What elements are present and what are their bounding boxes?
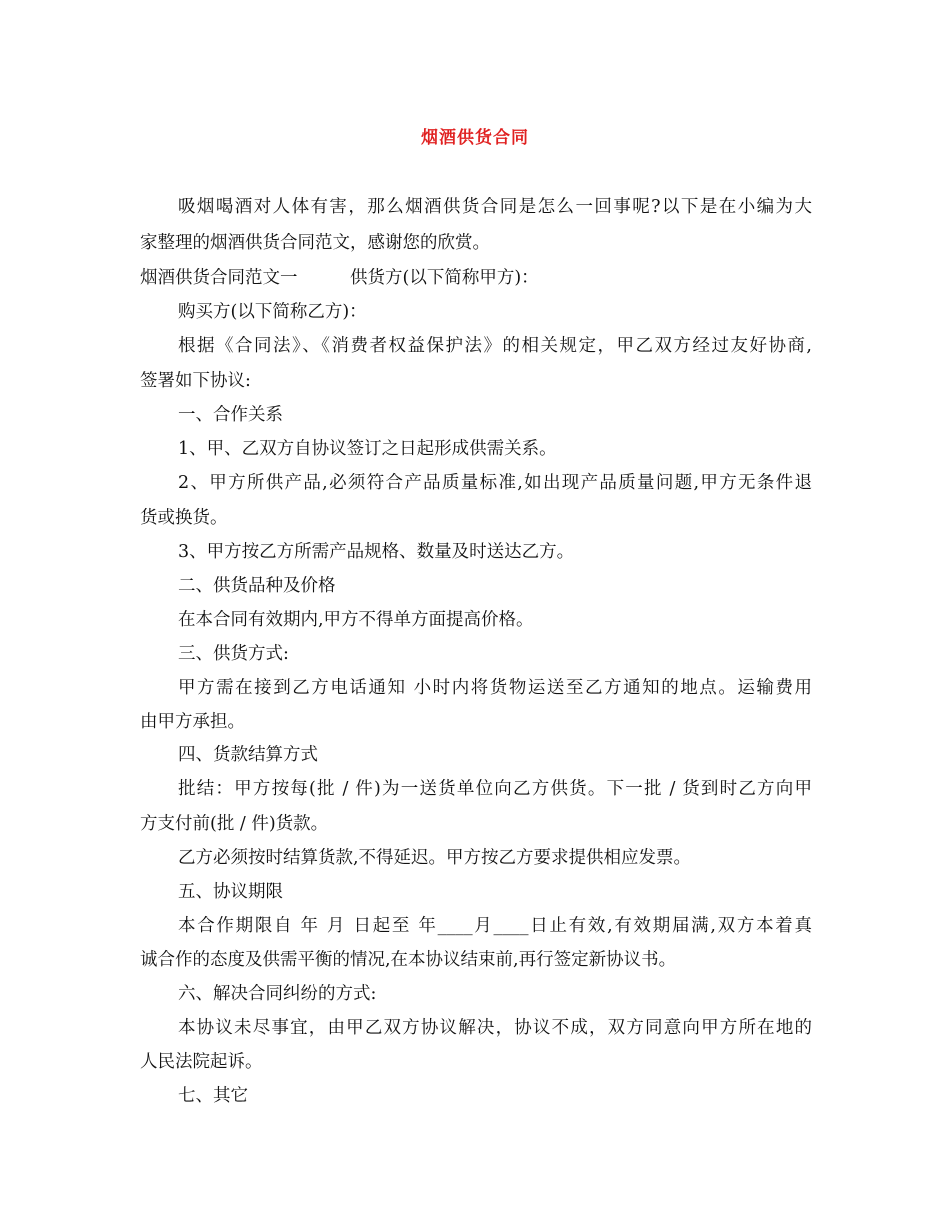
paragraph-line: 诚合作的态度及供需平衡的情况,在本协议结束前,再行签定新协议书。 xyxy=(140,950,677,970)
paragraph-line: 乙方必须按时结算货款,不得延迟。甲方按乙方要求提供相应发票。 xyxy=(178,848,692,868)
document-title: 烟酒供货合同 xyxy=(421,128,529,148)
paragraph-line: 家整理的烟酒供货合同范文，感谢您的欣赏。 xyxy=(140,233,490,253)
paragraph-line: 批结：甲方按每(批 / 件)为一送货单位向乙方供货。下一批 / 货到时乙方向甲 xyxy=(178,779,812,799)
paragraph-line: 货或换货。 xyxy=(140,508,228,528)
section-heading: 五、协议期限 xyxy=(178,882,283,902)
paragraph-line: 烟酒供货合同范文一 供货方(以下简称甲方)： xyxy=(140,268,539,288)
section-heading: 一、合作关系 xyxy=(178,405,283,425)
paragraph-line: 吸烟喝酒对人体有害，那么烟酒供货合同是怎么一回事呢?以下是在小编为大 xyxy=(178,197,812,217)
section-heading: 二、供货品种及价格 xyxy=(178,576,336,596)
paragraph-line: 根据《合同法》、《消费者权益保护法》的相关规定，甲乙双方经过友好协商, xyxy=(178,336,812,356)
paragraph-line: 3、甲方按乙方所需产品规格、数量及时送达乙方。 xyxy=(178,542,575,562)
section-heading: 四、货款结算方式 xyxy=(178,745,318,765)
paragraph-line: 甲方需在接到乙方电话通知 小时内将货物运送至乙方通知的地点。运输费用 xyxy=(178,678,812,698)
paragraph-line: 本合作期限自 年 月 日起至 年____月____日止有效,有效期届满,双方本着真 xyxy=(178,916,812,936)
paragraph-line: 购买方(以下简称乙方)： xyxy=(178,302,367,322)
paragraph-line: 本协议未尽事宜，由甲乙双方协议解决，协议不成，双方同意向甲方所在地的 xyxy=(178,1018,812,1038)
paragraph-line: 1、甲、乙双方自协议签订之日起形成供需关系。 xyxy=(178,439,557,459)
paragraph-line: 2、甲方所供产品,必须符合产品质量标准,如出现产品质量问题,甲方无条件退 xyxy=(178,473,812,493)
section-heading: 七、其它 xyxy=(178,1086,248,1106)
paragraph-line: 方支付前(批 / 件)货款。 xyxy=(140,814,329,834)
section-heading: 三、供货方式: xyxy=(178,644,289,664)
paragraph-line: 人民法院起诉。 xyxy=(140,1052,263,1072)
paragraph-line: 由甲方承担。 xyxy=(140,712,245,732)
paragraph-line: 签署如下协议: xyxy=(140,371,251,391)
section-heading: 六、解决合同纠纷的方式: xyxy=(178,984,377,1004)
paragraph-line: 在本合同有效期内,甲方不得单方面提高价格。 xyxy=(178,610,534,630)
